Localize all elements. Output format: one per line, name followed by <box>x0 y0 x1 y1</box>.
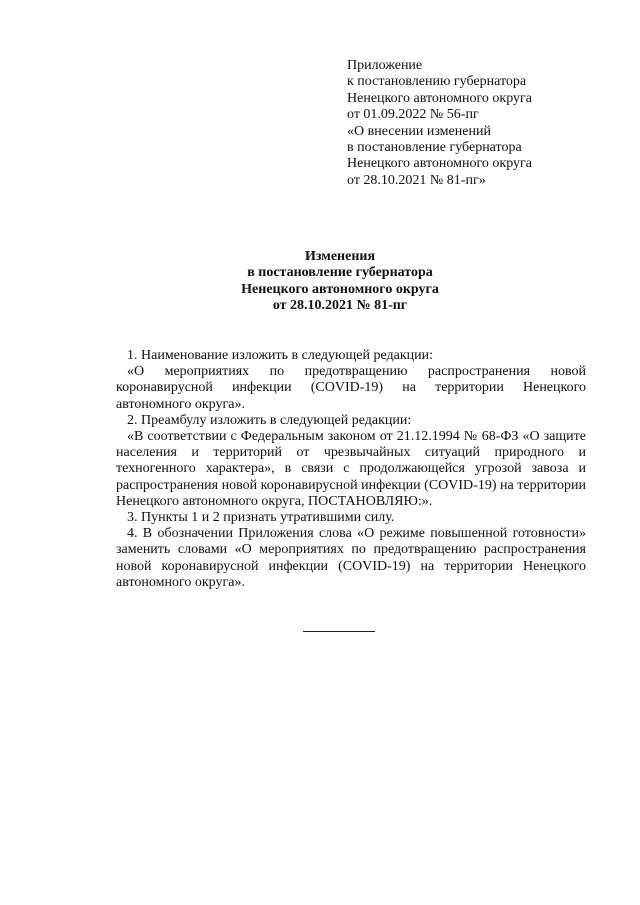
appendix-line: Приложение <box>347 58 423 73</box>
appendix-line: Ненецкого автономного округа <box>347 156 532 172</box>
appendix-line: Ненецкого автономного округа <box>347 90 532 106</box>
paragraph-quote-1: «О мероприятиях по предотвращению распространения новой коронавирусной инфекции (COVID-19) на территории Ненецкого автономного округа». <box>116 364 586 412</box>
document-body <box>116 348 586 591</box>
title-line: Изменения <box>304 249 376 264</box>
paragraph-item-4: 4. В обозначении Приложения слова «О режиме повышенной готовности» заменить словами «О мероприятиях по предотвращению распространения новой коронавирусной инфекции (COVID-19) на территории Ненецкого автономного округа». <box>116 526 586 590</box>
appendix-line: от 28.10.2021 № 81-пг» <box>347 172 486 188</box>
title-line: Ненецкого автономного округа <box>241 281 439 297</box>
appendix-line: от 01.09.2022 № 56-пг <box>347 107 479 123</box>
document-title <box>120 249 560 315</box>
appendix-line: к постановлению губернатора <box>347 74 527 90</box>
end-separator-line <box>303 631 375 632</box>
appendix-header <box>347 58 607 189</box>
paragraph-item-1: 1. Наименование изложить в следующей редакции: <box>127 348 433 363</box>
title-line: от 28.10.2021 № 81-пг <box>272 298 408 314</box>
paragraph-item-3: 3. Пункты 1 и 2 признать утратившими силу. <box>127 510 395 526</box>
appendix-line: «О внесении изменений <box>347 123 491 139</box>
title-line: в постановление губернатора <box>247 265 433 281</box>
appendix-line: в постановление губернатора <box>347 140 522 156</box>
paragraph-quote-2: «В соответствии с Федеральным законом от 21.12.1994 № 68-ФЗ «О защите населения и территорий от чрезвычайных ситуаций природного и техногенного характера», в связи с продолжающейся угрозой завоза и распространения новой коронавирусной инфекции (COVID-19) на территории Ненецкого автономного округа, ПОСТАНОВЛЯЮ:». <box>116 429 586 509</box>
paragraph-item-2: 2. Преамбулу изложить в следующей редакции: <box>127 412 412 428</box>
